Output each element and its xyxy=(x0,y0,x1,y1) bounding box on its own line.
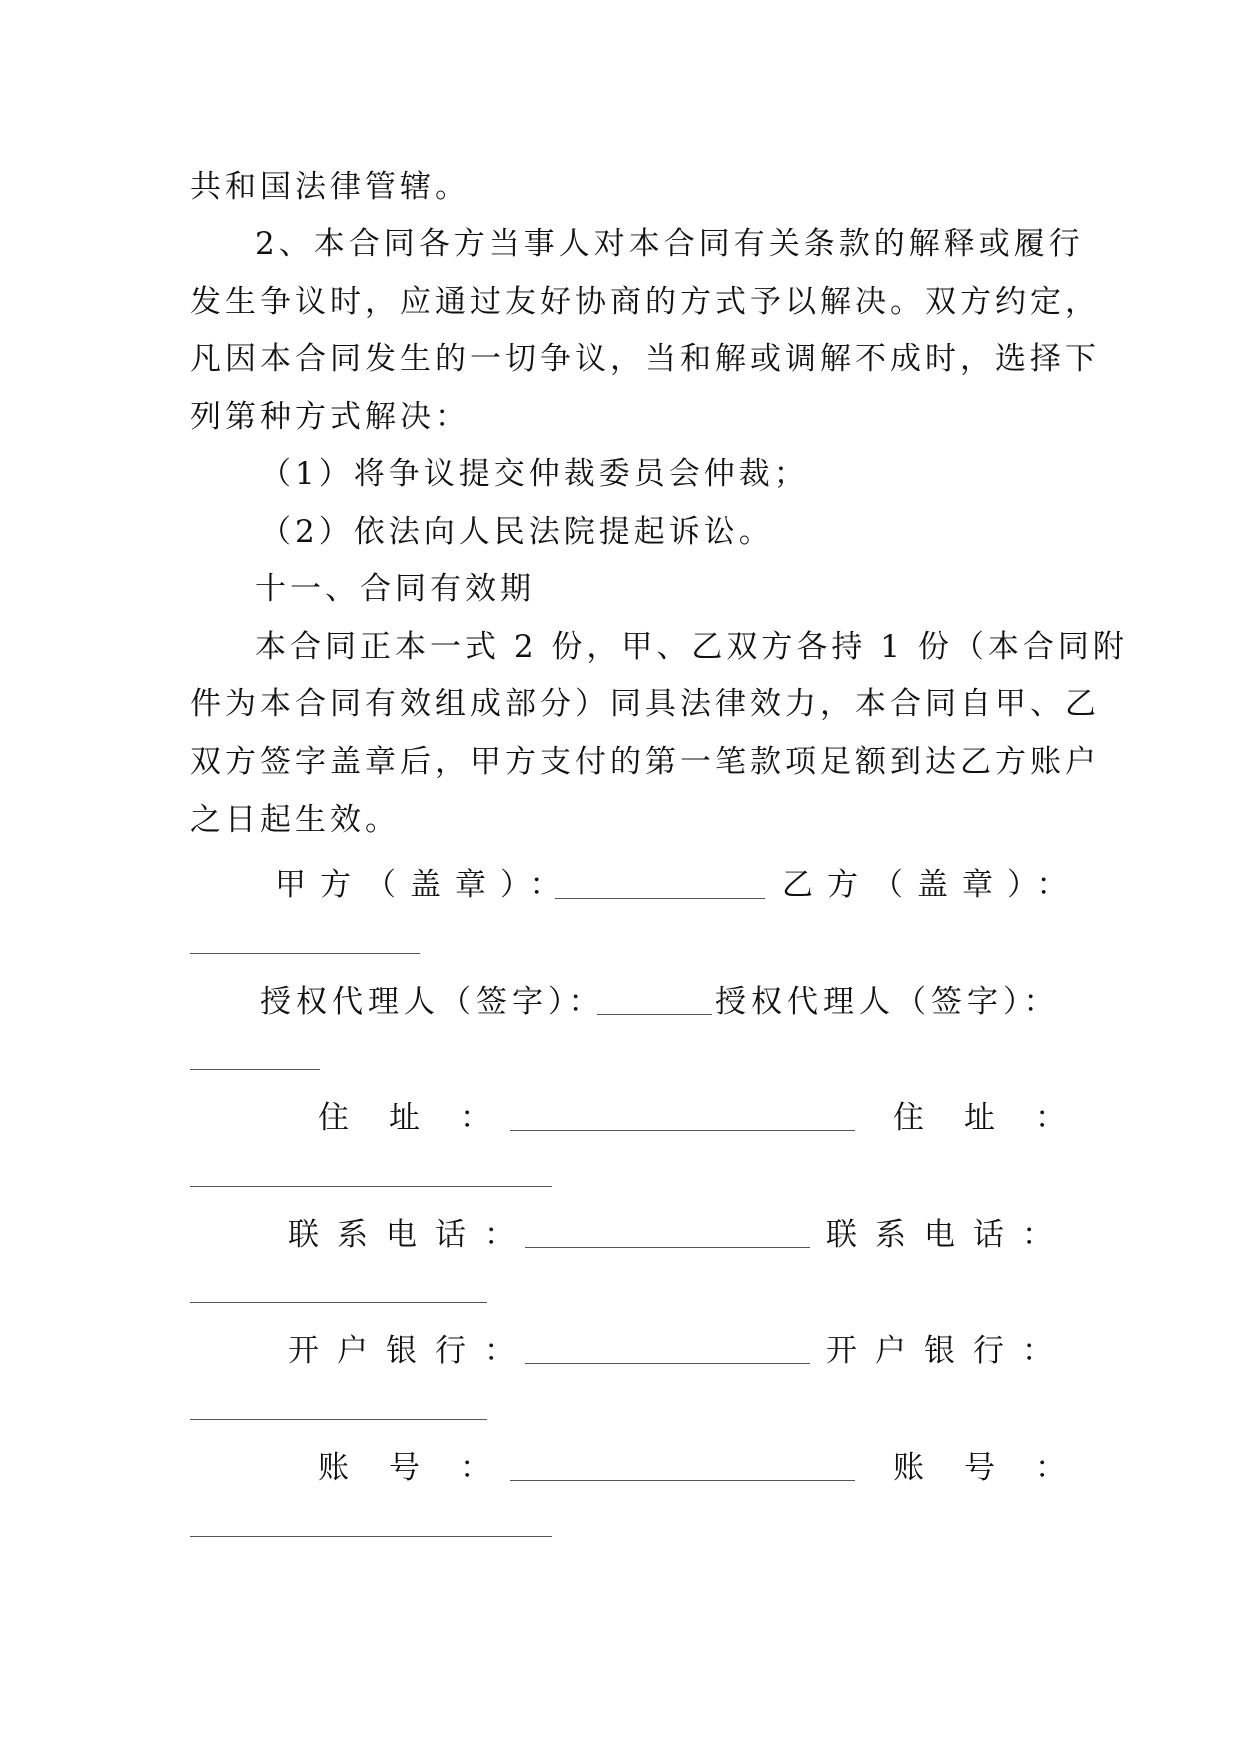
paragraph-line: 发生争议时，应通过友好协商的方式予以解决。双方约定， xyxy=(190,284,1100,320)
paragraph-line: 凡因本合同发生的一切争议，当和解或调解不成时，选择下 xyxy=(190,341,1100,377)
paragraph-line: 2、本合同各方当事人对本合同有关条款的解释或履行 xyxy=(255,226,1084,262)
party-b-account-blank[interactable] xyxy=(190,1536,552,1537)
party-b-seal-blank[interactable] xyxy=(190,953,420,954)
party-a-address-blank[interactable] xyxy=(510,1130,855,1131)
paragraph-line: 共和国法律管辖。 xyxy=(190,169,470,205)
party-a-agent-label: 授权代理人（签字）： xyxy=(260,984,605,1020)
party-b-phone-label: 联系电话： xyxy=(826,1217,1071,1253)
section-heading: 十一、合同有效期 xyxy=(255,571,535,607)
party-a-seal-blank[interactable] xyxy=(555,898,765,899)
party-b-address-blank[interactable] xyxy=(190,1186,552,1187)
party-a-account-label: 账号： xyxy=(318,1450,531,1486)
paragraph-line: 列第种方式解决： xyxy=(190,399,470,435)
party-b-bank-blank[interactable] xyxy=(190,1419,487,1420)
party-b-address-label: 住址： xyxy=(893,1100,1106,1136)
list-item: （1）将争议提交仲裁委员会仲裁； xyxy=(260,456,809,492)
party-b-seal-label: 乙方（盖章）： xyxy=(782,867,1082,903)
party-a-address-label: 住址： xyxy=(318,1100,531,1136)
party-a-seal-label: 甲方（盖章）： xyxy=(275,867,575,903)
paragraph-line: 本合同正本一式 2 份，甲、乙双方各持 1 份（本合同附 xyxy=(255,629,1128,665)
party-a-phone-label: 联系电话： xyxy=(288,1217,533,1253)
party-a-account-blank[interactable] xyxy=(510,1480,855,1481)
party-b-agent-blank[interactable] xyxy=(190,1069,320,1070)
party-b-phone-blank[interactable] xyxy=(190,1302,487,1303)
list-item: （2）依法向人民法院提起诉讼。 xyxy=(260,514,774,550)
paragraph-line: 双方签字盖章后，甲方支付的第一笔款项足额到达乙方账户 xyxy=(190,744,1100,780)
party-a-bank-label: 开户银行： xyxy=(288,1333,533,1369)
party-a-bank-blank[interactable] xyxy=(525,1363,810,1364)
party-b-account-label: 账号： xyxy=(893,1450,1106,1486)
paragraph-line: 之日起生效。 xyxy=(190,802,400,838)
party-a-agent-blank[interactable] xyxy=(597,1014,712,1015)
party-a-phone-blank[interactable] xyxy=(525,1247,810,1248)
paragraph-line: 件为本合同有效组成部分）同具法律效力，本合同自甲、乙 xyxy=(190,686,1100,722)
party-b-bank-label: 开户银行： xyxy=(826,1333,1071,1369)
party-b-agent-label: 授权代理人（签字）： xyxy=(715,984,1060,1020)
